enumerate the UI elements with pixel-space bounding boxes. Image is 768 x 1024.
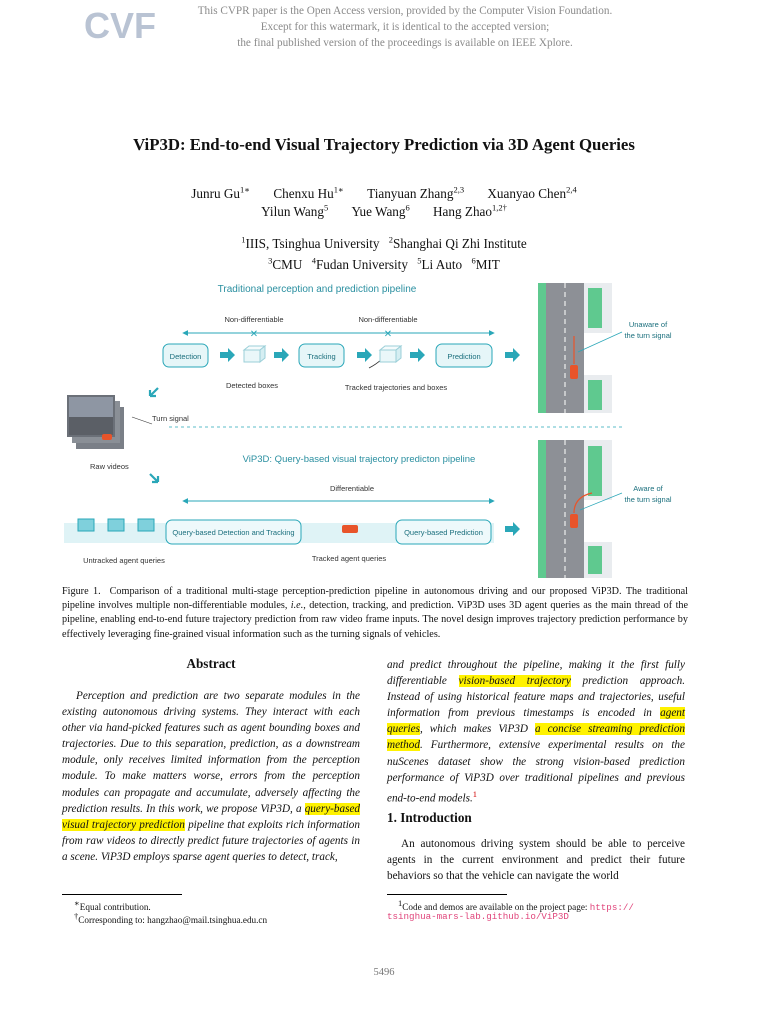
figure-1	[62, 280, 687, 578]
turn-signal-pointer	[132, 417, 152, 424]
caption-text: Comparison of a traditional multi-stage perception-prediction pipeline in autonomous driving and our proposed ViP3D. The traditional pipeline involves multiple non-differentiable modules,	[62, 586, 688, 612]
prediction-label: Prediction	[447, 352, 481, 361]
unaware-label-1: Unaware of	[628, 320, 668, 329]
author: Junru $Gu^{1∗}$	[191, 185, 251, 202]
project-url[interactable]: https://	[589, 902, 634, 914]
watermark-line: This CVPR paper is the Open Access version, provided by the Computer Vision Foundation.	[197, 5, 613, 17]
watermark-notice	[150, 3, 660, 51]
query-cube-icons	[78, 519, 154, 531]
abstract-heading: Abstract	[186, 656, 236, 671]
arrow-icon	[505, 348, 520, 362]
road-scene-top	[538, 283, 622, 413]
footnote-code-url	[387, 910, 569, 924]
author: Tianyuan Zhang$^{2,3}$	[367, 185, 465, 202]
aware-label-1: Aware of	[633, 484, 663, 493]
differentiable-label: Differentiable	[329, 484, 375, 493]
footnote-rule	[387, 894, 507, 895]
raw-videos-label: Raw videos	[90, 462, 129, 471]
arrow-icon	[150, 474, 158, 482]
non-diff-label-1: Non-differentiable	[224, 315, 284, 324]
arrow-icon	[150, 388, 158, 396]
caption-label: Figure 1.	[62, 586, 101, 597]
arrow-icon	[274, 348, 289, 362]
footnote-corresponding: †Corresponding to: hangzhao@mail.tsinghua.edu.cn	[74, 911, 268, 926]
traditional-pipeline-title: Traditional perception and prediction pipeline	[217, 284, 417, 295]
project-url[interactable]: tsinghua-mars-lab.github.io/ViP3D	[387, 911, 569, 922]
detection-label: Detection	[169, 352, 202, 361]
non-diff-label-2: Non-differentiable	[358, 315, 418, 324]
affiliation: $^2$Shanghai Qi Zhi Institute	[388, 235, 527, 252]
introduction-paragraph: An autonomous driving system should be able to perceive agents in the current environment and predict their future behaviors so that the vehicle can navigate the world	[387, 838, 685, 883]
author: Chenxu $Hu^{1∗}$	[273, 185, 344, 202]
vip3d-pipeline-title: ViP3D: Query-based visual trajectory predicton pipeline	[242, 454, 476, 465]
section-heading-introduction: 1. Introduction	[387, 810, 472, 825]
unaware-label-2: the turn signal	[624, 331, 672, 340]
aware-label-2: the turn signal	[624, 495, 672, 504]
tracked-trajectories-label: Tracked trajectories and boxes	[344, 383, 448, 392]
arrow-icon	[220, 348, 235, 362]
highlight: query-based visual trajectory prediction	[62, 802, 361, 831]
affiliations-line-2	[0, 256, 768, 273]
abstract-continued: and predict throughout the pipeline, making it the first fully differentiable vision-based trajectory prediction approach. Instead of using historical feature maps and trajectories, useful information from previous timestamps is encoded in agent queries, which makes ViP3D a concise streaming prediction method. Furthermore, extensive experimental results on the nuScenes dataset show the strong vision-based prediction performance of ViP3D over traditional pipelines and previous end-to-end models.$^1$	[387, 659, 686, 805]
raw-video-frames	[67, 395, 124, 449]
affiliation: $^1$IIIS, Tsinghua University	[241, 235, 380, 252]
tracking-label: Tracking	[307, 352, 336, 361]
query-prediction-label: Query-based Prediction	[404, 528, 483, 537]
highlight: vision-based trajectory	[458, 675, 571, 688]
arrow-icon	[357, 348, 372, 362]
footnote-equal: ∗Equal contribution.	[74, 898, 151, 913]
footnote-ref[interactable]: 1	[472, 788, 477, 799]
affiliation: $^5$Li Auto	[417, 256, 463, 273]
paper-title: ViP3D: End-to-end Visual Trajectory Prediction via 3D Agent Queries	[133, 135, 635, 154]
tracked-queries-label: Tracked agent queries	[311, 554, 387, 563]
caption-ie: i.e.	[290, 600, 304, 612]
cvf-logo-text: CVF	[84, 5, 156, 46]
authors-line-2	[0, 203, 768, 220]
abstract-body: Perception and prediction are two separate modules in the existing autonomous driving systems. They interact with each other via hand-picked features such as agent bounding boxes and trajectories. Due to this separation, prediction, as a downstream module, only receives limited information from the perception module. To make matters worse, errors from the perception modules can propagate and accumulate, adversely affecting the prediction results. In this work, we propose ViP3D, a query-based visual trajectory prediction pipeline that exploits rich information from raw videos to directly predict future trajectories of agents in a scene. ViP3D employs sparse agent queries to detect, track,	[62, 690, 361, 863]
author: Yue Wang$^6$	[351, 203, 410, 220]
footnote-code: $^1$Code and demos are available on the project page: https://	[398, 898, 634, 914]
arrow-icon	[505, 522, 520, 536]
caption-text: , detection, tracking, and prediction. ViP3D uses 3D agent queries as the main thread of the pipeline, enabling end-to-end future trajectory prediction from raw video frame inputs. The novel design improves trajectory prediction performance by effectively leveraging fine-grained visual information such as the turning signals of vehicles.	[62, 600, 689, 640]
affiliation: $^4$Fudan University	[311, 256, 408, 273]
author: Xuanyao Chen$^{2,4}$	[487, 185, 577, 202]
detected-boxes-cube-icon	[244, 346, 265, 362]
road-scene-bottom	[538, 440, 622, 578]
cvf-logo	[84, 5, 156, 46]
watermark-line: the final published version of the proceedings is available on IEEE Xplore.	[237, 37, 573, 49]
page-number: 5496	[373, 967, 395, 978]
watermark-line: Except for this watermark, it is identical to the accepted version;	[260, 21, 550, 33]
turn-signal-label: Turn signal	[152, 414, 189, 423]
detected-boxes-label: Detected boxes	[225, 381, 279, 390]
author: Hang Zhao$^{1,2\dagger}$	[433, 203, 507, 220]
cross-mark-icon: ✕	[249, 329, 259, 340]
untracked-queries-label: Untracked agent queries	[83, 556, 165, 565]
affiliation: $^3$CMU	[268, 256, 303, 273]
authors-line-1	[0, 185, 768, 202]
footnote-rule	[62, 894, 182, 895]
query-detection-tracking-label: Query-based Detection and Tracking	[172, 528, 295, 537]
tracked-trajectory-cube-icon	[369, 346, 401, 368]
author: Yilun Wang$^5$	[261, 203, 329, 220]
highlight: agent queries	[387, 707, 686, 736]
highlight: a concise streaming prediction method	[387, 723, 686, 752]
tracked-query-car-icon	[342, 525, 358, 533]
cross-mark-icon: ✕	[383, 329, 393, 340]
affiliations-line-1	[0, 235, 768, 252]
figure-caption	[62, 585, 688, 642]
affiliation: $^6$MIT	[471, 256, 500, 273]
arrow-icon	[410, 348, 425, 362]
